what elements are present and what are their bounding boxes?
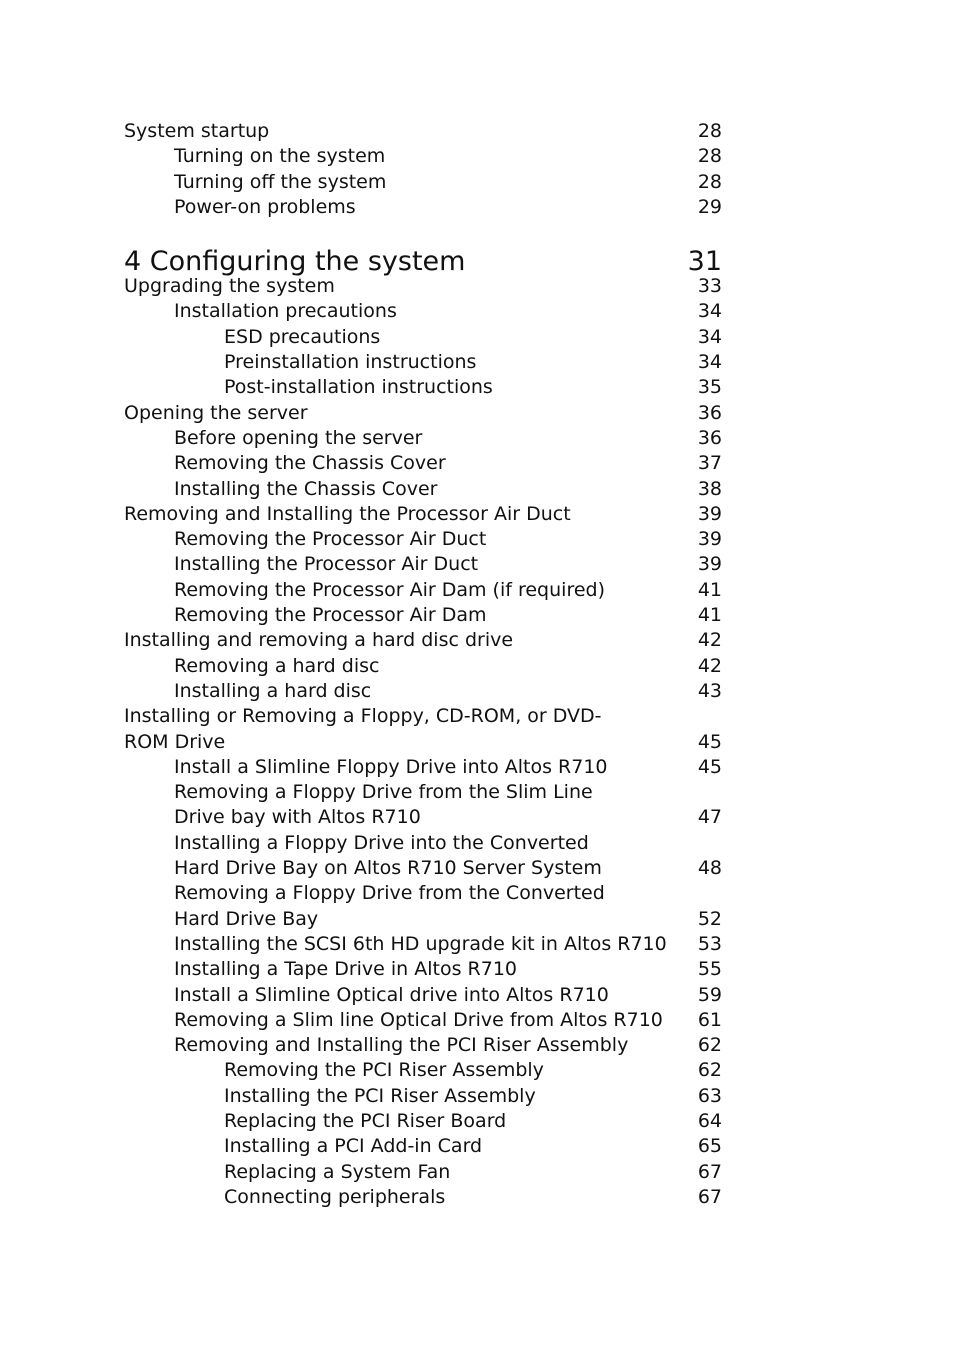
toc-entry-page-number: 63 (697, 1084, 722, 1107)
toc-entry[interactable] (124, 144, 722, 169)
toc-entry-page-number: 67 (697, 1185, 722, 1208)
toc-entry[interactable] (124, 983, 722, 1008)
toc-entry-page-number: 67 (697, 1160, 722, 1183)
toc-entry-page-number: 53 (697, 932, 722, 955)
toc-entry-page-number: 41 (697, 578, 722, 601)
toc-entry-page-number: 42 (697, 629, 722, 652)
toc-entry[interactable] (124, 932, 722, 957)
toc-entry-page-number: 59 (697, 983, 722, 1006)
table-of-contents (124, 119, 722, 1210)
toc-entry-page-number: 61 (697, 1008, 722, 1031)
toc-entry-page-number: 41 (697, 604, 722, 627)
toc-entry[interactable] (124, 755, 722, 780)
toc-entry-title: Installing the SCSI 6th HD upgrade kit in Altos R710 (174, 932, 667, 955)
toc-entry-page-number: 34 (697, 351, 722, 374)
toc-entry[interactable] (124, 350, 722, 375)
toc-entry-title: Removing a hard disc (174, 654, 380, 677)
toc-entry-title: Installation precautions (174, 300, 397, 323)
toc-entry-title: Removing the Processor Air Dam (if required) (174, 578, 605, 601)
toc-entry-page-number: 36 (697, 426, 722, 449)
toc-entry-page-number: 29 (697, 195, 722, 218)
toc-entry-page-number: 48 (697, 857, 722, 880)
toc-entry-page-number: 34 (697, 325, 722, 348)
toc-entry-page-number: 42 (697, 654, 722, 677)
toc-entry[interactable] (124, 1084, 722, 1109)
toc-entry-title: Replacing a System Fan (224, 1160, 451, 1183)
toc-entry[interactable] (124, 195, 722, 220)
toc-entry-title: Install a Slimline Optical drive into Altos R710 (174, 983, 609, 1006)
toc-entry-title: Installing or Removing a Floppy, CD-ROM, or DVD-ROM Drive (124, 705, 602, 753)
toc-entry-page-number: 43 (697, 679, 722, 702)
toc-entry-title: Installing the Processor Air Duct (174, 553, 479, 576)
toc-entry-title: Installing a Floppy Drive into the Converted Hard Drive Bay on Altos R710 Server System (174, 831, 602, 880)
toc-entry[interactable] (124, 401, 722, 426)
toc-entry[interactable] (124, 704, 722, 755)
toc-entry-title: Installing the Chassis Cover (174, 477, 438, 500)
toc-entry[interactable] (124, 170, 722, 195)
toc-entry-title: Installing a PCI Add-in Card (224, 1135, 483, 1158)
toc-section-startup (124, 119, 722, 220)
toc-entry-page-number: 45 (697, 730, 722, 753)
toc-entry[interactable] (124, 654, 722, 679)
toc-entry-page-number: 36 (697, 401, 722, 424)
toc-entry-page-number: 39 (697, 502, 722, 525)
toc-entry-title: Removing a Slim line Optical Drive from Altos R710 (174, 1008, 663, 1031)
toc-entry-page-number: 28 (697, 170, 722, 193)
toc-entry-page-number: 62 (697, 1059, 722, 1082)
chapter-page-number: 31 (687, 246, 722, 278)
toc-entry-title: Removing the Chassis Cover (174, 452, 446, 475)
toc-entry[interactable] (124, 299, 722, 324)
toc-entry-title: Removing the Processor Air Dam (174, 604, 487, 627)
toc-entry[interactable] (124, 603, 722, 628)
toc-entry[interactable] (124, 426, 722, 451)
toc-entry[interactable] (124, 831, 722, 882)
toc-entry[interactable] (124, 1185, 722, 1210)
toc-entry-title: Preinstallation instructions (224, 351, 477, 374)
toc-entry-title: Turning off the system (174, 170, 387, 193)
toc-entry[interactable] (124, 881, 722, 932)
toc-entry[interactable] (124, 451, 722, 476)
toc-entry-page-number: 39 (697, 553, 722, 576)
toc-entry[interactable] (124, 502, 722, 527)
toc-entry-title: Removing the PCI Riser Assembly (224, 1059, 544, 1082)
toc-entry-page-number: 55 (697, 958, 722, 981)
toc-section-configuring (124, 274, 722, 1210)
toc-entry[interactable] (124, 375, 722, 400)
toc-entry-page-number: 52 (697, 907, 722, 930)
toc-entry[interactable] (124, 1134, 722, 1159)
toc-entry-title: Replacing the PCI Riser Board (224, 1109, 507, 1132)
toc-entry[interactable] (124, 578, 722, 603)
toc-entry[interactable] (124, 957, 722, 982)
toc-entry-title: Power-on problems (174, 195, 356, 218)
toc-entry-title: Upgrading the system (124, 275, 335, 298)
toc-entry[interactable] (124, 1058, 722, 1083)
toc-entry[interactable] (124, 325, 722, 350)
toc-entry-title: System startup (124, 120, 270, 142)
toc-entry-title: Opening the server (124, 401, 308, 424)
chapter-title: 4 Configuring the system (124, 246, 466, 278)
toc-entry-title: Connecting peripherals (224, 1185, 446, 1208)
toc-entry-title: Installing a Tape Drive in Altos R710 (174, 958, 518, 981)
toc-entry[interactable] (124, 1109, 722, 1134)
toc-entry-page-number: 45 (697, 755, 722, 778)
toc-entry-title: ESD precautions (224, 325, 381, 348)
toc-entry-title: Installing and removing a hard disc drive (124, 629, 514, 652)
toc-entry-title: Installing a hard disc (174, 679, 372, 702)
toc-entry[interactable] (124, 1033, 722, 1058)
toc-entry-page-number: 47 (697, 806, 722, 829)
toc-entry[interactable] (124, 1008, 722, 1033)
toc-entry[interactable] (124, 274, 722, 299)
toc-entry-page-number: 39 (697, 528, 722, 551)
toc-entry-title: Removing a Floppy Drive from the Slim Line Drive bay with Altos R710 (174, 781, 593, 829)
toc-entry-page-number: 33 (697, 275, 722, 298)
toc-entry-title: Before opening the server (174, 426, 423, 449)
toc-entry[interactable] (124, 552, 722, 577)
toc-entry-page-number: 65 (697, 1135, 722, 1158)
toc-entry[interactable] (124, 477, 722, 502)
toc-entry[interactable] (124, 119, 722, 144)
toc-entry-title: Post-installation instructions (224, 376, 493, 399)
toc-entry-title: Removing and Installing the Processor Air Duct (124, 502, 571, 525)
toc-entry[interactable] (124, 1160, 722, 1185)
toc-entry-title: Removing and Installing the PCI Riser Assembly (174, 1034, 629, 1057)
toc-entry-page-number: 34 (697, 300, 722, 323)
toc-entry-page-number: 62 (697, 1034, 722, 1057)
toc-entry-page-number: 28 (697, 120, 722, 142)
toc-entry-page-number: 28 (697, 145, 722, 168)
toc-entry-page-number: 37 (697, 452, 722, 475)
toc-entry[interactable] (124, 780, 722, 831)
toc-entry-title: Removing a Floppy Drive from the Converted Hard Drive Bay (174, 882, 605, 930)
toc-entry[interactable] (124, 527, 722, 552)
toc-entry-title: Removing the Processor Air Duct (174, 528, 487, 551)
toc-entry-title: Turning on the system (174, 145, 386, 168)
toc-entry[interactable] (124, 628, 722, 653)
toc-entry[interactable] (124, 679, 722, 704)
toc-entry-title: Install a Slimline Floppy Drive into Altos R710 (174, 755, 608, 778)
toc-entry-page-number: 64 (697, 1109, 722, 1132)
toc-entry-page-number: 38 (697, 477, 722, 500)
toc-entry-page-number: 35 (697, 376, 722, 399)
toc-entry-title: Installing the PCI Riser Assembly (224, 1084, 536, 1107)
